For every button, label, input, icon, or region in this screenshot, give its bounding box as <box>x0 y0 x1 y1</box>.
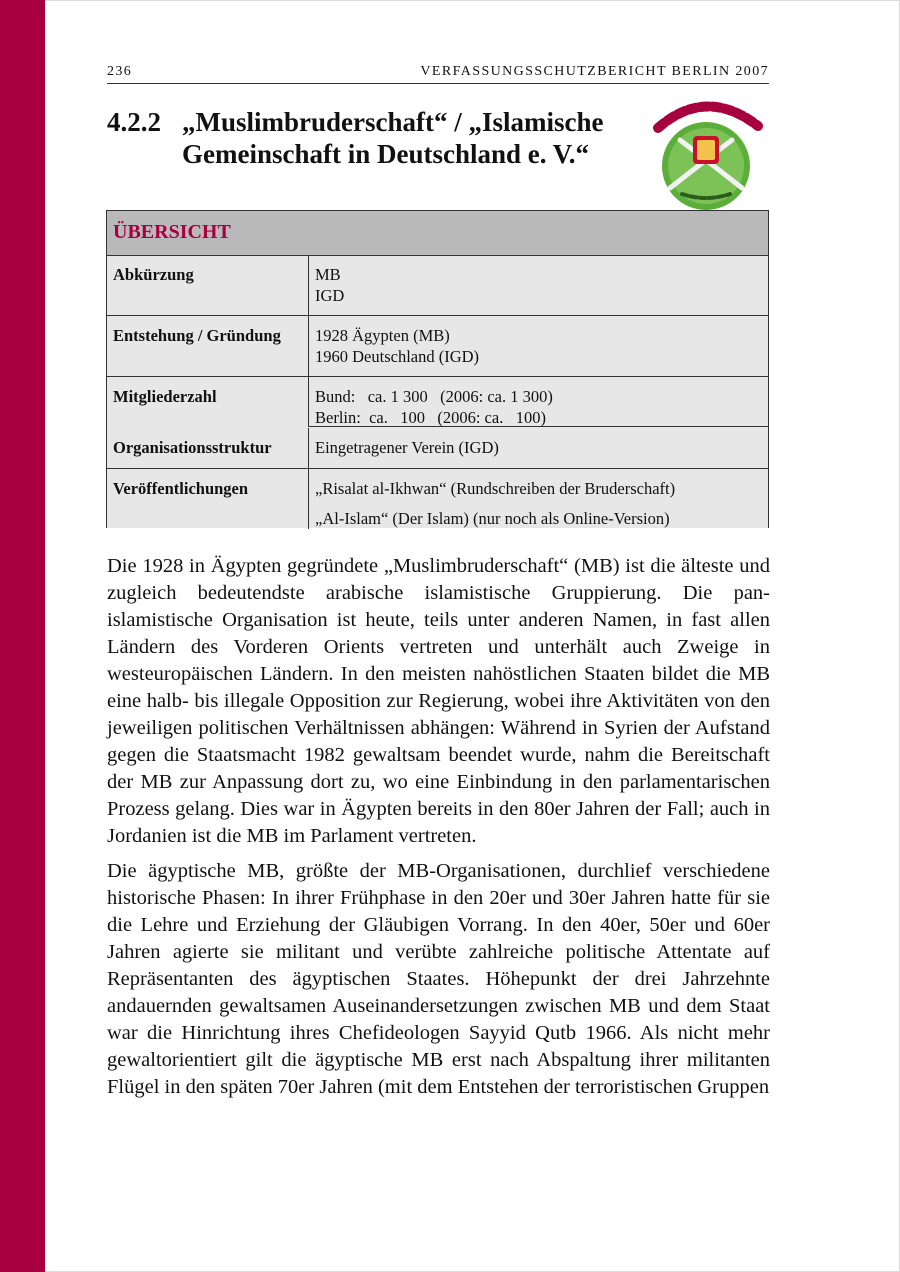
overview-row-value <box>308 255 768 315</box>
overview-row-value <box>308 469 768 529</box>
section-title <box>182 106 652 170</box>
body-text <box>107 553 770 1109</box>
overview-row-label: Organisationsstruktur <box>113 438 272 457</box>
running-header <box>107 63 769 84</box>
overview-value-line: MB <box>315 265 341 284</box>
sidebar-color-bar <box>0 0 45 1272</box>
overview-row-abkuerzung <box>107 255 768 316</box>
overview-row-organisationsstruktur <box>107 428 768 469</box>
overview-row-entstehung <box>107 316 768 377</box>
section-number: 4.2.2 <box>107 107 161 137</box>
overview-row-value <box>308 377 768 427</box>
overview-row-label: Entstehung / Gründung <box>113 326 281 345</box>
overview-table <box>106 210 769 528</box>
page-number: 236 <box>107 64 133 79</box>
overview-row-value <box>308 428 768 468</box>
overview-value-line: 1928 Ägypten (MB) <box>315 326 450 345</box>
section-title-line2: Gemeinschaft in Deutschland e. V.“ <box>182 139 590 169</box>
overview-row-value <box>308 316 768 376</box>
overview-value-line: 1960 Deutschland (IGD) <box>315 347 480 366</box>
running-title: VERFASSUNGSSCHUTZBERICHT BERLIN 2007 <box>420 64 769 79</box>
overview-row-veroeffentlichungen <box>107 469 768 529</box>
overview-value-line: „Risalat al-Ikhwan“ (Rundschreiben der Bruderschaft) <box>315 479 676 498</box>
overview-value-line: IGD <box>315 286 345 305</box>
overview-value-line: Eingetragener Verein (IGD) <box>315 438 499 457</box>
overview-value-line: Bund: ca. 1 300 (2006: ca. 1 300) <box>315 387 553 406</box>
muslim-brotherhood-emblem-icon <box>640 88 772 210</box>
overview-value-line: Berlin: ca. 100 (2006: ca. 100) <box>315 408 546 427</box>
paragraph: Die ägyptische MB, größte der MB-Organisationen, durchlief verschiedene historische Phasen: In ihrer Frühphase in den 20er und 30er Jahren hatte für sie die Lehre und Erziehung der Gläubigen Vorrang. In den 40er, 50er und 60er Jahren agierte sie militant und verübte zahlreiche politische Attentate auf Repräsentanten des ägyptischen Staates. Höhepunkt der drei Jahrzehnte andauernden gewaltsamen Auseinandersetzungen zwischen MB und dem Staat war die Hinrichtung ihres Chefideologen Sayyid Qutb 1966. Als nicht mehr gewaltorientiert gilt die ägyptische MB erst nach Abspaltung ihrer militanten Flügel in den späten 70er Jahren (mit dem Entstehen der terroristischen Gruppen <box>107 860 770 1098</box>
overview-heading <box>107 211 768 256</box>
overview-row-label: Abkürzung <box>113 265 194 284</box>
paragraph: Die 1928 in Ägypten gegründete „Muslimbruderschaft“ (MB) ist die älteste und zugleich bedeutendste arabische islamistische Gruppierung. Die pan-islamistische Organisation ist heute, teils unter anderen Namen, in fast allen Ländern des Vorderen Orients vertreten und unterhält auch Zweige in westeuropäischen Ländern. In den meisten nahöstlichen Staaten bildet die MB eine halb- bis illegale Opposition zur Regierung, wobei ihre Aktivitäten von den jeweiligen politischen Verhältnissen abhängen: Während in Syrien der Aufstand gegen die Staatsmacht 1982 gewaltsam beendet wurde, nahm die Bereitschaft der MB zur Anpassung dort zu, wo eine Einbindung in den parlamentarischen Prozess gelang. Dies war in Ägypten bereits in den 80er Jahren der Fall; auch in Jordanien ist die MB im Parlament vertreten. <box>107 555 770 847</box>
section-title-line1: „Muslimbruderschaft“ / „Islamische <box>182 107 604 137</box>
overview-row-label: Mitgliederzahl <box>113 387 217 406</box>
overview-row-label: Veröffentlichungen <box>113 479 249 498</box>
overview-heading-label: ÜBERSICHT <box>113 221 231 243</box>
overview-row-mitgliederzahl <box>107 377 768 427</box>
overview-value-line: „Al-Islam“ (Der Islam) (nur noch als Online-Version) <box>315 509 670 528</box>
